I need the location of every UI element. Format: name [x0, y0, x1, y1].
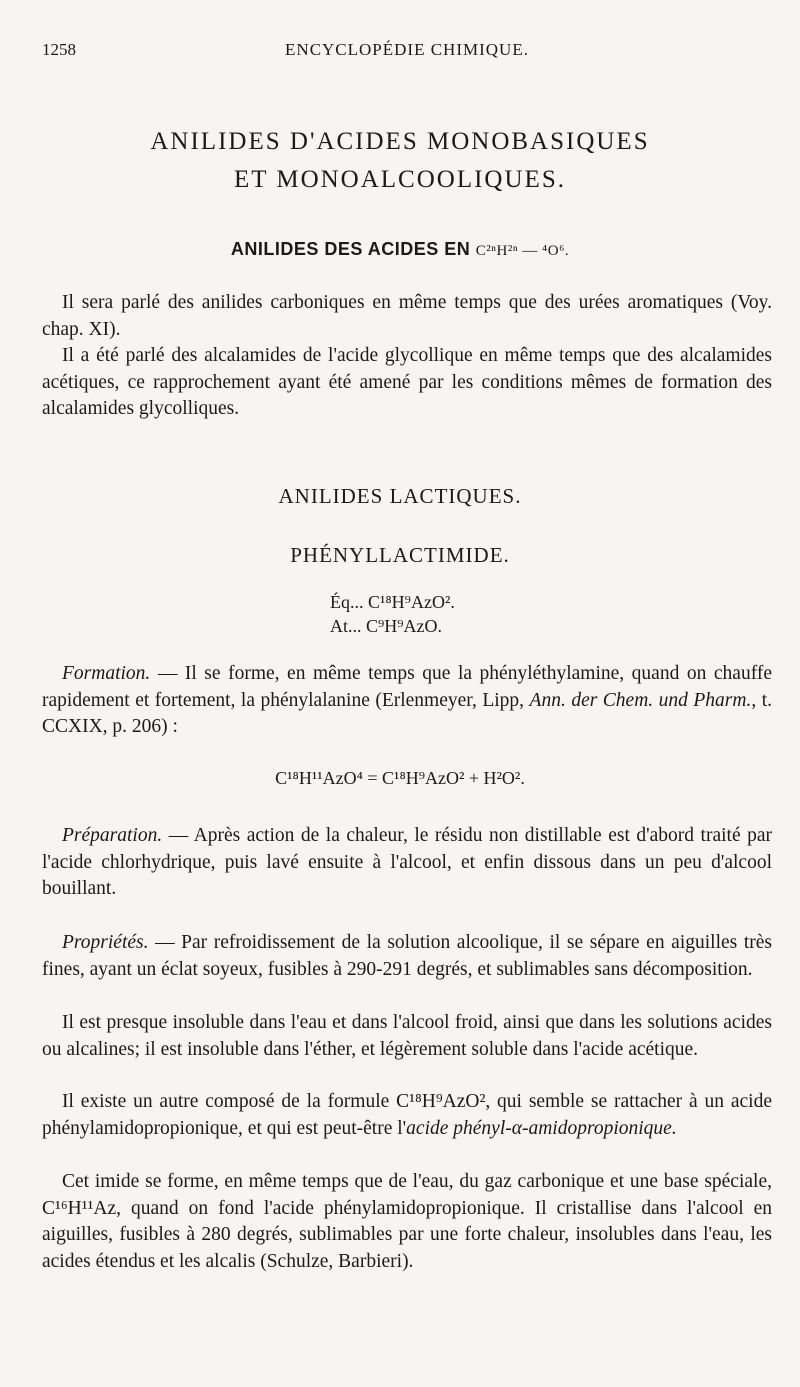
- chapter-title-line-2: ET MONOALCOOLIQUES.: [234, 166, 566, 193]
- chapter-title-line-1: ANILIDES D'ACIDES MONOBASIQUES: [150, 128, 650, 155]
- eq-formula: C¹⁸H⁹AzO².: [368, 592, 455, 612]
- at-row: [330, 614, 455, 638]
- formation-label: Formation.: [62, 663, 151, 684]
- properties-paragraph-3: [42, 1089, 772, 1142]
- subtitle-text: ANILIDES DES ACIDES EN: [230, 239, 471, 259]
- formation-text-1: — Il se forme, en même temps que la phényléthylamine, quand on chauffe rapidement et fortement, la phénylalanine (Erlenmeyer, Lipp,: [42, 663, 772, 711]
- properties-p3-text: Il existe un autre composé de la formule C¹⁸H⁹AzO², qui semble se rattacher à un acide phénylamidopropionique, et qui est peut-être l': [42, 1091, 772, 1139]
- properties-paragraph-2: Il est presque insoluble dans l'eau et dans l'alcool froid, ainsi que dans les solutions acides ou alcalines; il est insoluble dans l'éther, et légèrement soluble dans l'acide acétique.: [42, 1012, 772, 1060]
- properties-label: Propriétés.: [62, 932, 149, 953]
- properties-paragraph-4: Cet imide se forme, en même temps que de l'eau, du gaz carbonique et une base spéciale, C¹⁶H¹¹Az, quand on fond l'acide phénylamidopropionique. Il cristallise dans l'alcool en aiguilles, fusibles à 280 degrés, sublimables par une forte chaleur, insolubles dans l'eau, les acides étendus et les alcalis (Schulze, Barbieri).: [42, 1171, 772, 1272]
- preparation-text: — Après action de la chaleur, le résidu non distillable est d'abord traité par l'acide chlorhydrique, puis lavé ensuite à l'alcool, et enfin dissous dans un peu d'alcool bouillant.: [42, 825, 772, 899]
- formation-paragraph: [42, 661, 772, 741]
- properties-text: — Par refroidissement de la solution alcoolique, il se sépare en aiguilles très fines, ayant un éclat soyeux, fusibles à 290-291 degrés, et sublimables sans décomposition.: [42, 932, 772, 980]
- eq-label: Éq...: [330, 592, 364, 612]
- formation-text-2: , t. CCXIX, p. 206) :: [42, 689, 772, 737]
- properties-p3-italic: acide phényl-α-amidopropionique.: [406, 1117, 677, 1139]
- preparation-paragraph: [42, 823, 772, 903]
- intro-paragraph-1: Il sera parlé des anilides carboniques en même temps que des urées aromatiques (Voy. chap. XI).: [42, 292, 772, 340]
- equivalent-formulas: [330, 590, 455, 638]
- properties-paragraph: [42, 930, 772, 983]
- subtitle-formula: C²ⁿH²ⁿ — ⁴O⁶.: [475, 243, 570, 259]
- formation-equation: C¹⁸H¹¹AzO⁴ = C¹⁸H⁹AzO² + H²O².: [275, 768, 525, 788]
- page-number: 1258: [42, 40, 76, 59]
- section-subtitle: [0, 239, 800, 260]
- at-label: At...: [330, 616, 362, 636]
- compound-heading: PHÉNYLLACTIMIDE.: [290, 543, 510, 567]
- formation-reference: Ann. der Chem. und Pharm.: [529, 689, 752, 711]
- running-header: [42, 40, 772, 66]
- at-formula: C⁹H⁹AzO.: [366, 616, 443, 636]
- section-heading: ANILIDES LACTIQUES.: [278, 484, 522, 508]
- preparation-label: Préparation.: [62, 825, 163, 846]
- eq-row: [330, 590, 455, 614]
- running-title: ENCYCLOPÉDIE CHIMIQUE.: [285, 40, 529, 59]
- intro-paragraph-2: Il a été parlé des alcalamides de l'acide glycollique en même temps que des alcalamides acétiques, ce rapprochement ayant été amené par les conditions mêmes de formation des alcalamides glycolliques.: [42, 345, 772, 419]
